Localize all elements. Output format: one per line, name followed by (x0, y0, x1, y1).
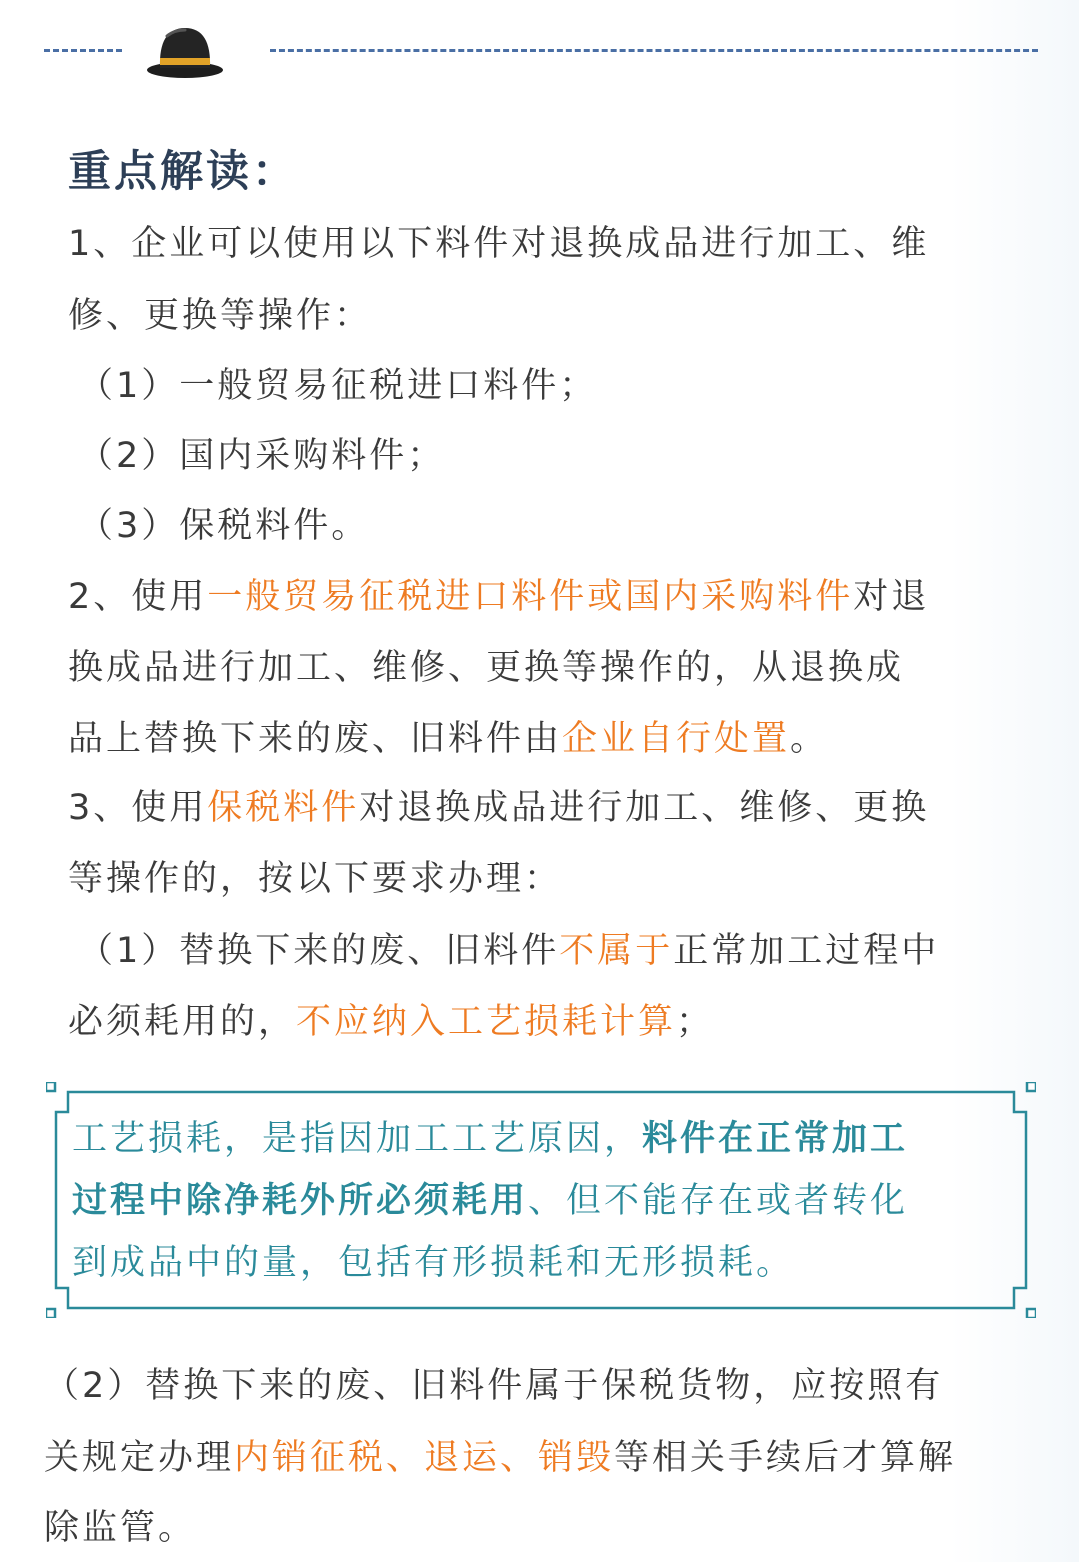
note-line-2 (72, 1170, 908, 1232)
header-divider-right (270, 49, 1038, 52)
sub-item-2-line-1: （2）替换下来的废、旧料件属于保税货物，应按照有 (44, 1366, 944, 1406)
sub-item-2-text: 关规定办理 (44, 1438, 235, 1478)
header-divider-left (44, 49, 122, 52)
point-2-text-cont: 对退 (853, 577, 930, 617)
point-3-highlight: 保税料件 (207, 788, 360, 828)
list-item-3: （3）保税料件。 (78, 506, 370, 546)
point-2-line-3 (68, 703, 828, 775)
sub-item-1-highlight-2: 不应纳入工艺损耗计算 (296, 1002, 677, 1042)
note-bold-1: 料件在正常加工 (642, 1119, 909, 1159)
point-3-text-cont: 对退换成品进行加工、维修、更换 (359, 788, 930, 828)
section-title: 重点解读： (68, 147, 298, 197)
definition-note-box (46, 1082, 1036, 1318)
note-line-1 (72, 1108, 908, 1170)
note-bold-2: 过程中除净耗外所必须耗用 (72, 1181, 529, 1221)
sub-item-2-text-cont: 等相关手续后才算解 (614, 1438, 957, 1478)
point-3-text: 3、使用 (68, 788, 208, 828)
sub-item-1-line-1 (78, 915, 939, 987)
bowler-hat-icon (145, 22, 225, 80)
point-2-text: 2、使用 (68, 577, 208, 617)
point-1-line-2: 修、更换等操作： (68, 296, 373, 336)
sub-item-2-highlight: 内销征税、退运、销毁 (234, 1438, 615, 1478)
list-item-2: （2）国内采购料件； (78, 436, 446, 476)
sub-item-1-semicolon: ； (676, 1002, 715, 1042)
point-2-text-3: 品上替换下来的废、旧料件由 (68, 719, 563, 759)
sub-item-1-text-2: 必须耗用的， (68, 1002, 297, 1042)
point-2-highlight-2: 企业自行处置 (562, 719, 791, 759)
point-2-line-1 (68, 561, 929, 633)
sub-item-1-line-2 (68, 986, 714, 1058)
point-3-line-2: 等操作的，按以下要求办理： (68, 859, 563, 899)
note-text-1: 工艺损耗，是指因加工工艺原因， (72, 1119, 643, 1159)
sub-item-1-text: （1）替换下来的废、旧料件 (78, 931, 560, 971)
sub-item-2-line-3: 除监管。 (44, 1508, 197, 1548)
sub-item-1-text-cont: 正常加工过程中 (673, 931, 940, 971)
point-2-period: 。 (790, 719, 829, 759)
point-2-line-2: 换成品进行加工、维修、更换等操作的，从退换成 (68, 648, 905, 688)
list-item-1: （1）一般贸易征税进口料件； (78, 366, 598, 406)
note-line-3: 到成品中的量，包括有形损耗和无形损耗。 (72, 1243, 795, 1283)
point-2-highlight: 一般贸易征税进口料件或国内采购料件 (207, 577, 854, 617)
sub-item-2-line-2 (44, 1422, 956, 1494)
sub-item-1-highlight: 不属于 (559, 931, 674, 971)
point-3-line-1 (68, 772, 929, 844)
note-text-2: 、但不能存在或者转化 (528, 1181, 909, 1221)
point-1-line-1: 1、企业可以使用以下料件对退换成品进行加工、维 (68, 224, 930, 264)
